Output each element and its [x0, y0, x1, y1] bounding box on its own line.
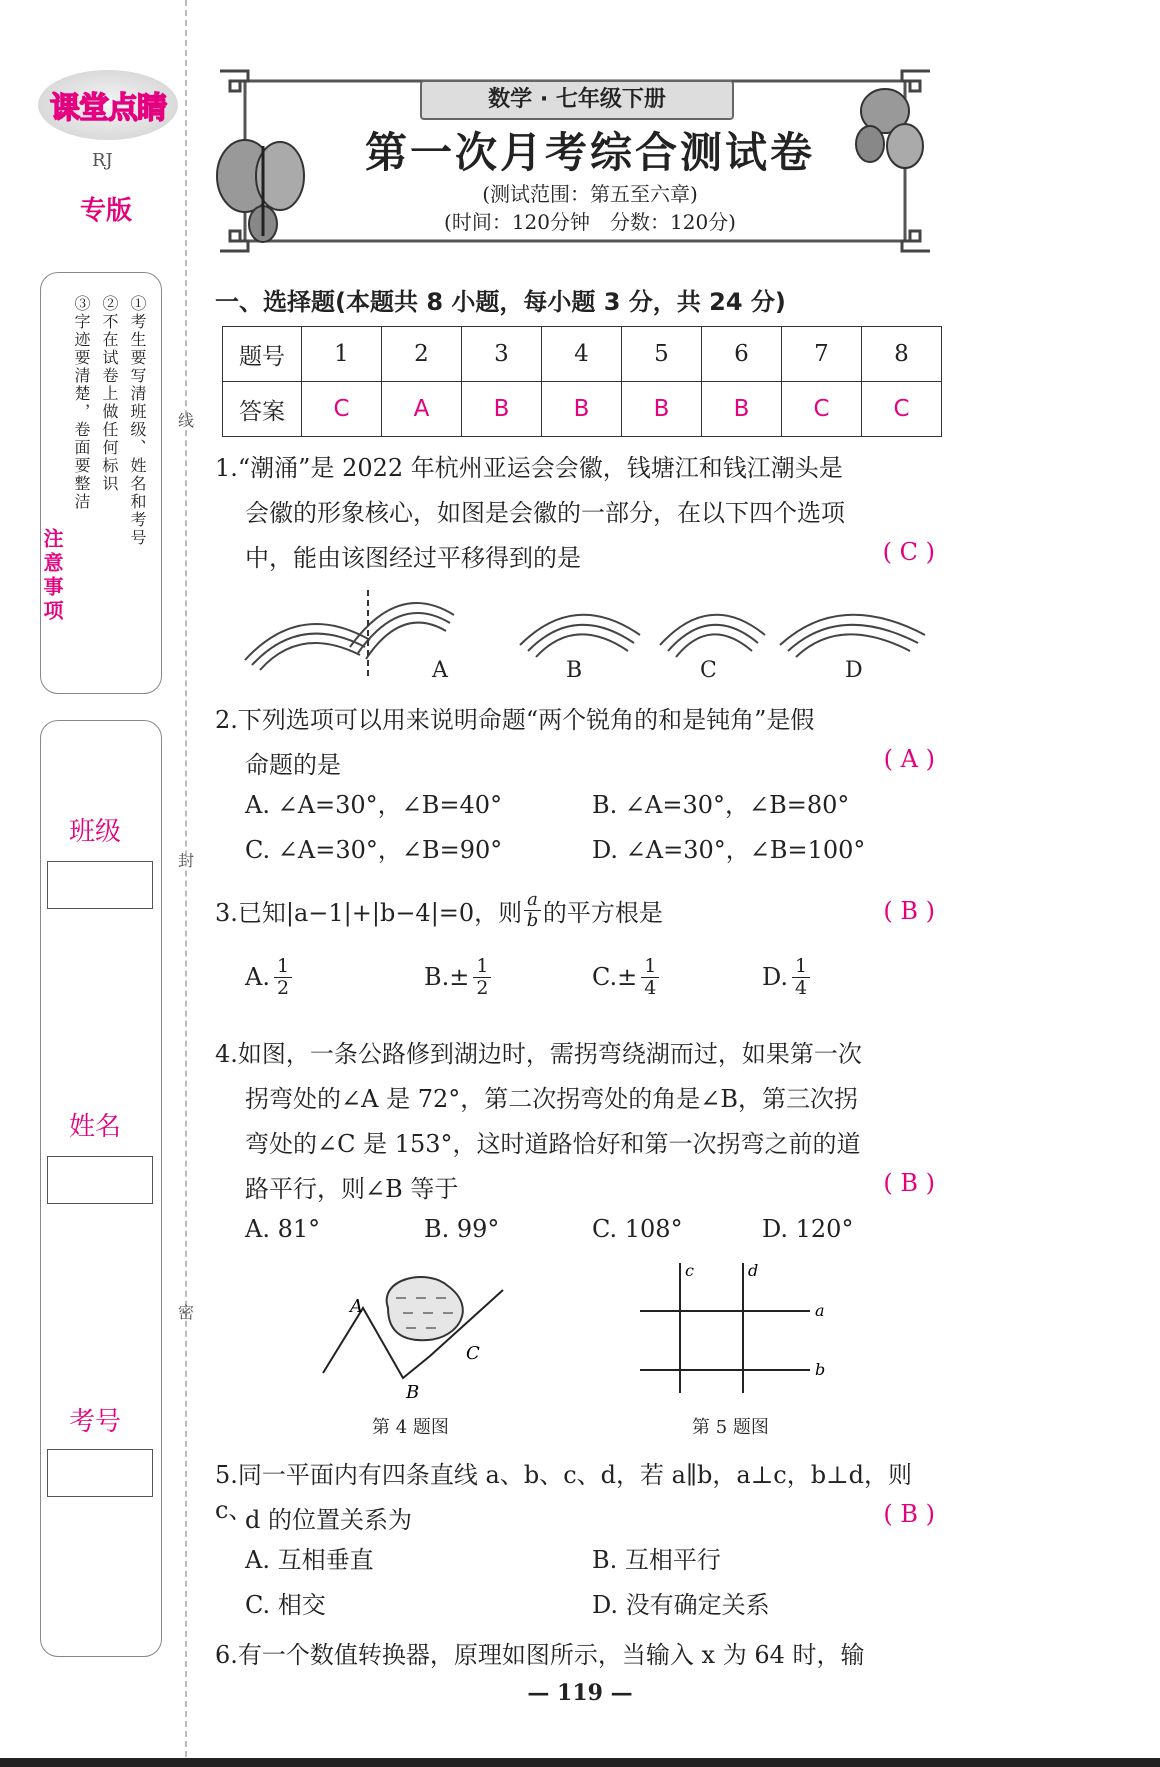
question-1-option-d: D	[845, 658, 863, 683]
question-1-line: 1.“潮涌”是 2022 年杭州亚运会会徽，钱塘江和钱江潮头是	[215, 454, 843, 482]
brand-logo	[38, 70, 178, 140]
table-cell: 4	[542, 327, 622, 382]
question-1-option-a: A	[432, 658, 448, 683]
figure-4-diagram	[318, 1268, 508, 1408]
notice-item-3: ③字迹要清楚，卷面要整洁	[72, 295, 91, 511]
question-2-option-c: C. ∠A=30°，∠B=90°	[245, 836, 503, 864]
name-label: 姓名	[69, 1112, 122, 1142]
table-cell: 6	[702, 327, 782, 382]
fraction-denominator: 4	[644, 977, 657, 999]
question-3-option-a	[245, 955, 292, 1000]
cut-line	[185, 0, 187, 1767]
exam-number-label: 考号	[69, 1407, 122, 1437]
table-cell: 5	[622, 327, 702, 382]
row-label-answer: 答案	[223, 382, 302, 437]
exam-number-field[interactable]	[47, 1449, 153, 1497]
special-edition-label: 专版	[80, 196, 133, 226]
question-4-line	[245, 1169, 935, 1204]
question-4-option-d: D. 120°	[762, 1215, 854, 1243]
question-1-option-b: B	[566, 658, 583, 683]
table-row-answers	[223, 382, 942, 437]
question-2-option-a: A. ∠A=30°，∠B=40°	[245, 791, 503, 819]
question-6-line: 6.有一个数值转换器，原理如图所示，当输入 x 为 64 时，输	[215, 1641, 865, 1669]
bottom-bar	[0, 1758, 1160, 1767]
question-5-option-a: A. 互相垂直	[245, 1546, 374, 1574]
section-title: 一、选择题(本题共 8 小题，每小题 3 分，共 24 分)	[215, 288, 786, 316]
logo-text: 课堂点睛	[50, 91, 166, 126]
answer-cell: B	[542, 382, 622, 437]
question-3-line	[215, 890, 935, 931]
question-2-line-text: 命题的是	[245, 751, 341, 779]
fraction-numerator: 1	[641, 956, 659, 978]
question-3-stem-pre: 3.已知|a−1|+|b−4|=0，则	[215, 899, 523, 927]
question-3-fraction	[524, 890, 541, 931]
cut-mark-seal: 封	[178, 851, 195, 870]
fraction-denominator: 2	[476, 977, 489, 999]
option-sign: ±	[449, 963, 470, 991]
question-2-answer: ( A )	[883, 745, 935, 773]
question-1-option-c: C	[700, 658, 717, 683]
table-cell: 7	[782, 327, 862, 382]
question-2-line: 2.下列选项可以用来说明命题“两个锐角的和是钝角”是假	[215, 706, 815, 734]
time-and-score: (时间：120分钟 分数：120分)	[444, 210, 736, 234]
butterfly-icon-left	[217, 140, 304, 242]
option-label: D.	[762, 963, 789, 991]
question-4-option-a: A. 81°	[245, 1215, 321, 1243]
figure-5-diagram	[635, 1258, 835, 1398]
question-4-line: 拐弯处的∠A 是 72°，第二次拐弯处的角是∠B，第三次拐	[245, 1085, 858, 1113]
figure-5-label-c: c	[685, 1261, 694, 1280]
subject-banner: 数学 · 七年级下册	[420, 80, 734, 120]
question-4-line-text: 路平行，则∠B 等于	[245, 1175, 459, 1203]
question-4-option-c: C. 108°	[592, 1215, 683, 1243]
fraction-denominator: 2	[276, 977, 290, 999]
cut-mark-secret: 密	[178, 1303, 195, 1322]
page-title: 第一次月考综合测试卷	[364, 128, 815, 177]
page-number: — 119 —	[527, 1680, 633, 1706]
fraction-numerator: 1	[473, 956, 491, 978]
figure-5-label-b: b	[815, 1360, 826, 1379]
answer-cell: A	[382, 382, 462, 437]
question-4-line: 弯处的∠C 是 153°，这时道路恰好和第一次拐弯之前的道	[245, 1130, 861, 1158]
question-3-option-b	[424, 955, 491, 1000]
answer-table	[222, 326, 942, 437]
figure-4-label-b: B	[406, 1382, 420, 1403]
answer-cell: B	[702, 382, 782, 437]
question-1-line: 会徽的形象核心，如图是会徽的一部分，在以下四个选项	[245, 499, 845, 527]
option-label: A.	[245, 963, 270, 991]
question-1-answer: ( C )	[882, 538, 935, 566]
fraction-numerator: a	[524, 890, 541, 911]
question-1-line	[245, 538, 935, 573]
figure-5-label-a: a	[815, 1301, 825, 1320]
figure-4-caption: 第 4 题图	[372, 1417, 449, 1438]
fraction-denominator: b	[526, 910, 539, 931]
student-info-box	[40, 720, 162, 1657]
table-cell: 1	[302, 327, 382, 382]
question-3-option-c	[592, 955, 659, 1000]
question-2-option-b: B. ∠A=30°，∠B=80°	[592, 791, 850, 819]
fraction-denominator: 4	[795, 977, 808, 999]
question-5-option-d: D. 没有确定关系	[592, 1591, 770, 1619]
test-scope: (测试范围：第五至六章)	[482, 182, 698, 206]
notice-item-2: ②不在试卷上做任何标识	[100, 295, 119, 493]
question-2-option-d: D. ∠A=30°，∠B=100°	[592, 836, 866, 864]
page-number-value: 119	[557, 1680, 603, 1706]
fraction-numerator: 1	[792, 956, 810, 978]
answer-cell: C	[782, 382, 862, 437]
butterfly-icon-right	[856, 89, 923, 168]
notice-box	[40, 272, 162, 694]
notice-title: 注意事项	[40, 528, 64, 624]
option-fraction	[792, 956, 810, 999]
question-5-line	[245, 1500, 935, 1535]
class-label: 班级	[69, 817, 122, 847]
question-3-option-d	[762, 955, 810, 1000]
notice-item-1: ①考生要写清班级、姓名和考号	[128, 295, 147, 547]
question-3-answer: ( B )	[883, 896, 935, 925]
figure-5-caption: 第 5 题图	[692, 1417, 769, 1438]
option-label: B.	[424, 963, 450, 991]
answer-cell: C	[302, 382, 382, 437]
answer-cell: B	[622, 382, 702, 437]
question-3-stem-post: 的平方根是	[542, 899, 663, 927]
figure-4-label-a: A	[350, 1296, 363, 1317]
question-5-answer: ( B )	[883, 1500, 935, 1528]
option-fraction	[473, 956, 491, 999]
table-cell: 3	[462, 327, 542, 382]
question-4-option-b: B. 99°	[424, 1215, 500, 1243]
table-cell: 2	[382, 327, 462, 382]
table-cell: 8	[862, 327, 942, 382]
fraction-numerator: 1	[274, 956, 292, 978]
answer-cell: B	[462, 382, 542, 437]
name-field[interactable]	[47, 1156, 153, 1204]
question-5-line: 5.同一平面内有四条直线 a、b、c、d，若 a∥b，a⊥c，b⊥d，则 c、	[215, 1461, 913, 1524]
question-1-line-text: 中，能由该图经过平移得到的是	[245, 544, 581, 572]
question-4-answer: ( B )	[883, 1169, 935, 1197]
answer-cell: C	[862, 382, 942, 437]
edition-label: RJ	[92, 150, 113, 171]
question-1-figures	[240, 585, 930, 680]
question-5-line-text: d 的位置关系为	[245, 1506, 412, 1534]
option-label: C.	[592, 963, 618, 991]
question-5-option-b: B. 互相平行	[592, 1546, 721, 1574]
cut-mark-line: 线	[178, 411, 195, 430]
question-5-option-c: C. 相交	[245, 1591, 326, 1619]
table-row-numbers	[223, 327, 942, 382]
option-sign: ±	[617, 963, 638, 991]
question-2-line	[245, 745, 935, 780]
class-field[interactable]	[47, 861, 153, 909]
figure-5-label-d: d	[748, 1261, 759, 1280]
row-label-number: 题号	[223, 327, 302, 382]
option-fraction	[274, 956, 292, 999]
question-4-line: 4.如图，一条公路修到湖边时，需拐弯绕湖而过，如果第一次	[215, 1040, 862, 1068]
figure-4-label-c: C	[466, 1343, 480, 1364]
option-fraction	[641, 956, 659, 999]
